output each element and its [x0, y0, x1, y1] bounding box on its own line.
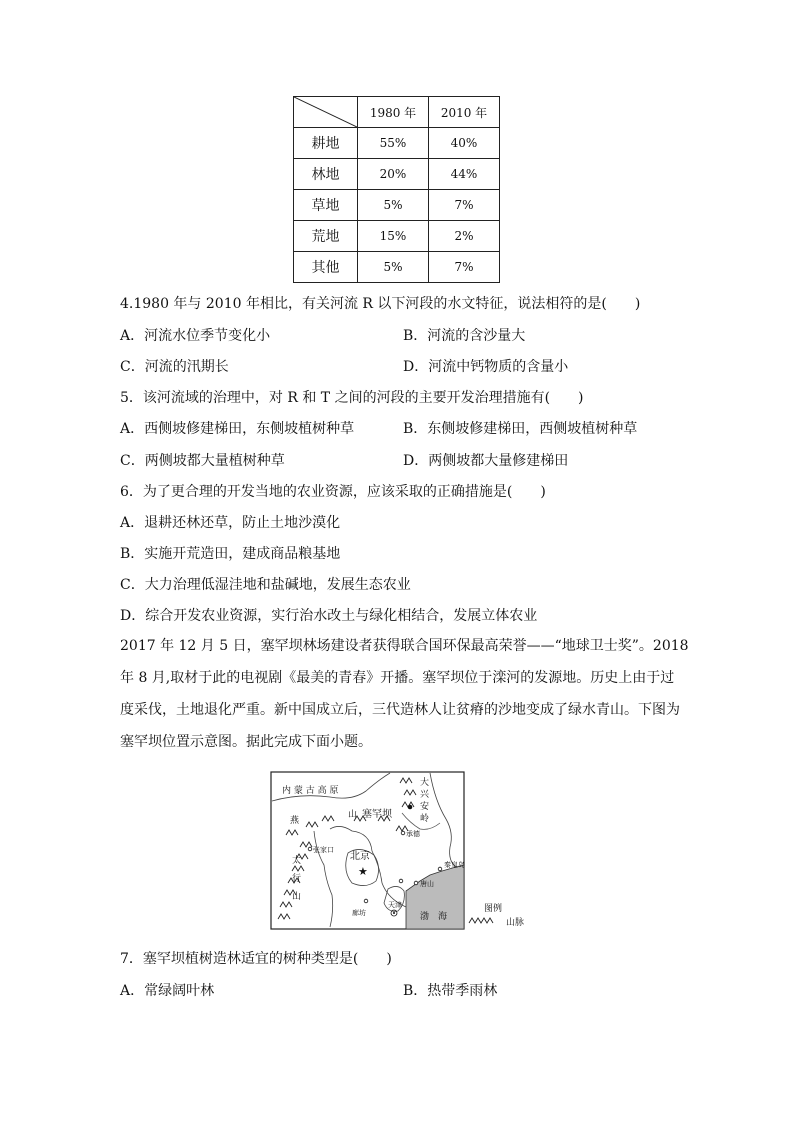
- q5-option-c[interactable]: C．两侧坡都大量植树种草: [120, 453, 285, 469]
- label-da: 大: [420, 778, 430, 788]
- city-dot: [308, 847, 312, 851]
- table-row: [294, 159, 500, 190]
- q7-option-a[interactable]: A．常绿阔叶林: [120, 983, 215, 999]
- cell-1980: 55%: [358, 128, 429, 159]
- passage-line: 塞罕坝位置示意图。据此完成下面小题。: [120, 734, 372, 750]
- table-diagonal-cell: [294, 97, 358, 128]
- question-4-stem: 4.1980 年与 2010 年相比，有关河流 R 以下河段的水文特征，说法相符的是( ): [120, 296, 641, 312]
- saihanba-location-map: [270, 771, 534, 931]
- saihanba-dot: [408, 805, 413, 810]
- table-header-1980: 1980 年: [358, 97, 429, 128]
- cell-1980: 20%: [358, 159, 429, 190]
- row-label: 耕地: [294, 128, 358, 159]
- label-yan: 燕: [290, 816, 300, 826]
- label-tangshan: 唐山: [420, 880, 434, 888]
- label-hang: 行: [292, 874, 302, 884]
- cell-1980: 5%: [358, 190, 429, 221]
- row-label: 林地: [294, 159, 358, 190]
- q4-option-d[interactable]: D．河流中钙物质的含量小: [403, 359, 569, 375]
- label-yanshan-shan: 山: [348, 810, 358, 820]
- diagonal-line: [294, 97, 357, 127]
- question-5-stem: 5．该河流域的治理中，对 R 和 T 之间的河段的主要开发治理措施有( ): [120, 390, 584, 406]
- label-shan: 山: [292, 892, 302, 902]
- city-dot: [364, 899, 368, 903]
- land-use-table: [293, 96, 500, 283]
- label-bohai: 渤 海: [420, 912, 448, 922]
- city-dot: [438, 867, 442, 871]
- cell-1980: 5%: [358, 252, 429, 283]
- q6-option-a[interactable]: A．退耕还林还草，防止土地沙漠化: [120, 515, 341, 531]
- cell-2010: 2%: [429, 221, 500, 252]
- label-tai: 太: [292, 856, 302, 866]
- label-langfang: 廊坊: [352, 909, 366, 917]
- cell-2010: 44%: [429, 159, 500, 190]
- tianjin-symbol-center: [393, 912, 395, 914]
- cell-2010: 40%: [429, 128, 500, 159]
- q4-option-a[interactable]: A．河流水位季节变化小: [120, 328, 271, 344]
- question-6-stem: 6．为了更合理的开发当地的农业资源，应该采取的正确措施是( ): [120, 484, 546, 500]
- table-row: [294, 190, 500, 221]
- q5-option-b[interactable]: B．东侧坡修建梯田，西侧坡植树种草: [403, 421, 638, 437]
- row-label: 草地: [294, 190, 358, 221]
- cell-2010: 7%: [429, 252, 500, 283]
- passage-line: 度采伐，土地退化严重。新中国成立后，三代造林人让贫瘠的沙地变成了绿水青山。下图为: [120, 702, 680, 718]
- label-ling: 岭: [420, 814, 430, 824]
- table-row: [294, 252, 500, 283]
- q6-option-b[interactable]: B．实施开荒造田，建成商品粮基地: [120, 546, 341, 562]
- beijing-star-icon: ★: [358, 865, 368, 878]
- q4-option-c[interactable]: C．河流的汛期长: [120, 359, 229, 375]
- table-header-row: [294, 97, 500, 128]
- passage-line: 年 8 月,取材于此的电视剧《最美的青春》开播。塞罕坝位于滦河的发源地。历史上由于过: [120, 670, 675, 686]
- passage-line: 2017 年 12 月 5 日，塞罕坝林场建设者获得联合国环保最高荣誉——“地球卫士奖”。2018: [120, 638, 689, 654]
- label-saihanba: 塞罕坝: [362, 809, 392, 820]
- label-inner-mongolia-plateau: 内 蒙 古 高 原: [282, 786, 339, 796]
- q5-option-d[interactable]: D．两侧坡都大量修建梯田: [403, 453, 569, 469]
- label-qinhuangdao: 秦皇岛: [444, 861, 465, 869]
- city-dot: [399, 879, 403, 883]
- table-row: [294, 221, 500, 252]
- table-row: [294, 128, 500, 159]
- question-7-stem: 7．塞罕坝植树造林适宜的树种类型是( ): [120, 951, 392, 967]
- row-label: 荒地: [294, 221, 358, 252]
- legend-title: 图例: [484, 904, 503, 914]
- q4-option-b[interactable]: B．河流的含沙量大: [403, 328, 526, 344]
- city-dot: [414, 881, 418, 885]
- label-xing: 兴: [420, 790, 430, 800]
- q5-option-a[interactable]: A．西侧坡修建梯田，东侧坡植树种草: [120, 421, 355, 437]
- row-label: 其他: [294, 252, 358, 283]
- label-beijing: 北京: [350, 851, 370, 862]
- label-tianjin: 天津: [388, 901, 402, 909]
- label-zhangjiakou: 张家口: [313, 846, 334, 854]
- label-chengde: 承德: [406, 830, 420, 838]
- q7-option-b[interactable]: B．热带季雨林: [403, 983, 498, 999]
- cell-1980: 15%: [358, 221, 429, 252]
- q6-option-c[interactable]: C．大力治理低湿洼地和盐碱地，发展生态农业: [120, 577, 411, 593]
- label-an: 安: [420, 802, 430, 812]
- legend-mountain-label: 山脉: [506, 918, 525, 928]
- city-dot: [401, 831, 405, 835]
- q6-option-d[interactable]: D．综合开发农业资源，实行治水改土与绿化相结合，发展立体农业: [120, 608, 538, 624]
- table-header-2010: 2010 年: [429, 97, 500, 128]
- cell-2010: 7%: [429, 190, 500, 221]
